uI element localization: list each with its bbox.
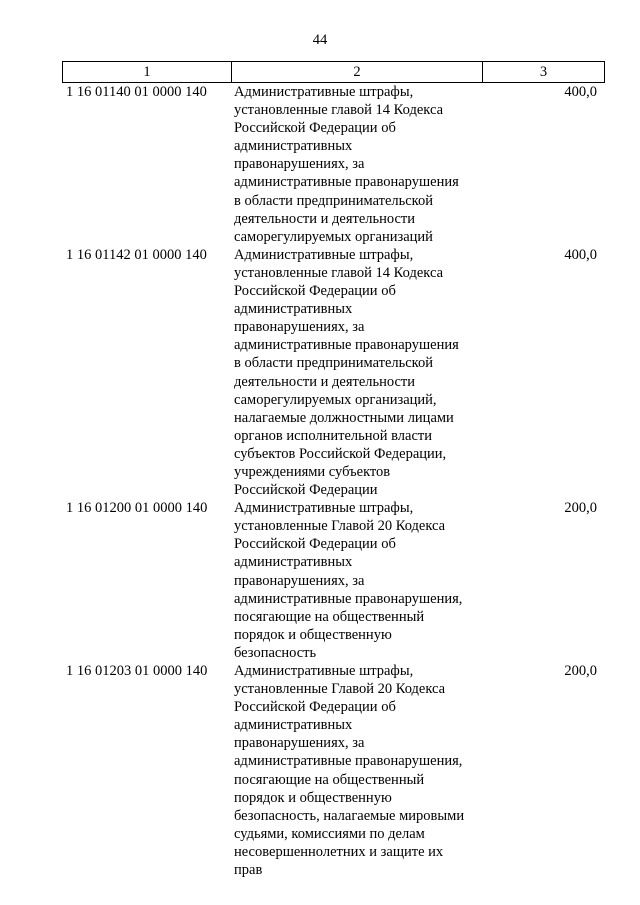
description-line: правонарушениях, за [234, 156, 365, 173]
description-line: Административные штрафы, [234, 663, 414, 679]
description-line: Российской Федерации [234, 482, 378, 499]
description-line: безопасность [234, 644, 317, 661]
row-description [234, 246, 479, 499]
description-line: саморегулируемых организаций, [234, 391, 437, 408]
table-row [62, 246, 603, 499]
table-row [62, 499, 603, 662]
page-number: 44 [312, 32, 328, 48]
row-code: 1 16 01203 01 0000 140 [66, 663, 208, 679]
description-line: Российской Федерации об [234, 699, 396, 716]
description-line: административные правонарушения [234, 174, 459, 191]
description-line: административные правонарушения, [234, 753, 463, 770]
description-line: безопасность, налагаемые мировыми [234, 807, 465, 824]
header-col-1: 1 [63, 62, 232, 83]
description-line: Административные штрафы, [234, 84, 414, 100]
description-line: правонарушениях, за [234, 319, 365, 336]
table-row [62, 662, 603, 879]
description-line: посягающие на общественный [234, 771, 425, 788]
header-col-2: 2 [232, 62, 483, 83]
header-col-3: 3 [483, 62, 605, 83]
row-description [234, 499, 479, 662]
row-amount: 400,0 [564, 84, 597, 100]
description-line: установленные главой 14 Кодекса [234, 102, 444, 119]
description-line: административных [234, 138, 353, 155]
table-row [62, 83, 603, 246]
description-line: Российской Федерации об [234, 536, 396, 553]
row-code: 1 16 01200 01 0000 140 [66, 500, 208, 517]
row-code: 1 16 01140 01 0000 140 [66, 84, 207, 100]
description-line: несовершеннолетних и защите их [234, 843, 444, 860]
row-description [234, 83, 479, 246]
description-line: в области предпринимательской [234, 355, 433, 372]
description-line: деятельности и деятельности [234, 373, 416, 390]
column-header-table [62, 61, 605, 83]
description-line: Административные штрафы, [234, 500, 414, 517]
description-line: субъектов Российской Федерации, [234, 445, 447, 462]
description-line: в области предпринимательской [234, 192, 433, 209]
description-line: административных [234, 554, 353, 571]
description-line: Российской Федерации об [234, 120, 396, 137]
description-line: установленные Главой 20 Кодекса [234, 681, 446, 698]
description-line: установленные Главой 20 Кодекса [234, 518, 446, 535]
row-amount: 200,0 [564, 500, 597, 517]
description-line: Российской Федерации об [234, 283, 396, 300]
description-line: правонарушениях, за [234, 572, 365, 589]
description-line: прав [234, 862, 263, 879]
description-line: административных [234, 301, 353, 318]
row-amount: 200,0 [564, 663, 597, 679]
table-body [62, 83, 603, 879]
description-line: установленные главой 14 Кодекса [234, 264, 444, 281]
description-line: правонарушениях, за [234, 735, 365, 752]
row-code: 1 16 01142 01 0000 140 [66, 246, 207, 263]
description-line: учреждениями субъектов [234, 463, 391, 480]
description-line: административные правонарушения [234, 337, 459, 354]
description-line: налагаемые должностными лицами [234, 409, 454, 426]
header-row [63, 62, 605, 83]
description-line: органов исполнительной власти [234, 427, 433, 444]
description-line: порядок и общественную [234, 626, 392, 643]
description-line: порядок и общественную [234, 789, 392, 806]
description-line: административные правонарушения, [234, 590, 463, 607]
description-line: Административные штрафы, [234, 246, 414, 263]
row-amount: 400,0 [564, 246, 597, 263]
description-line: судьями, комиссиями по делам [234, 825, 425, 842]
row-description [234, 662, 479, 879]
description-line: саморегулируемых организаций [234, 228, 433, 245]
description-line: деятельности и деятельности [234, 210, 416, 227]
description-line: административных [234, 717, 353, 734]
description-line: посягающие на общественный [234, 608, 425, 625]
